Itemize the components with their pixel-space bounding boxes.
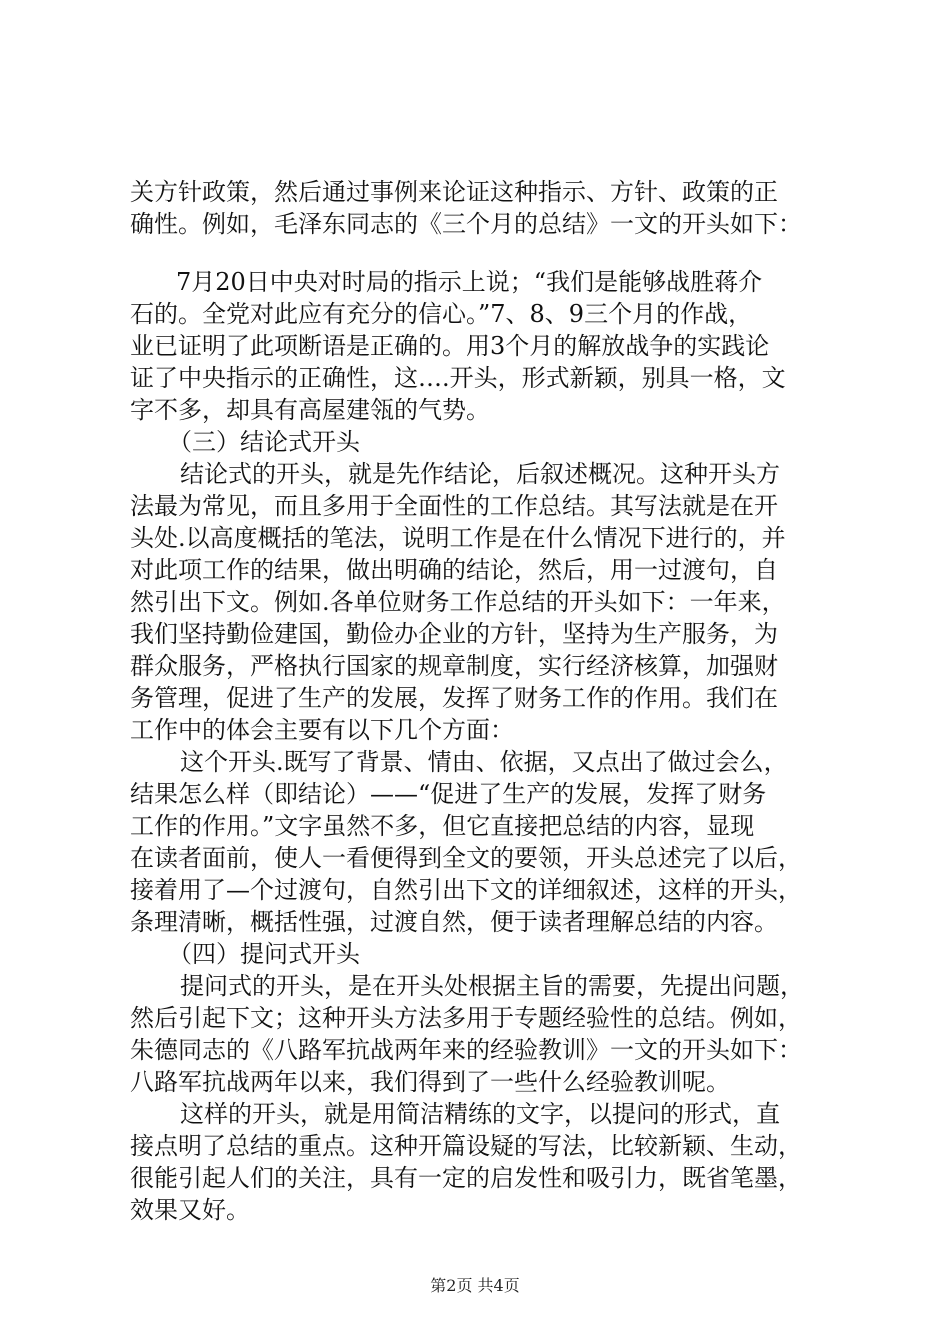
text-line: 结果怎么样（即结论）——“促进了生产的发展，发挥了财务 bbox=[130, 780, 767, 808]
text-line: 法最为常见，而且多用于全面性的工作总结。其写法就是在开 bbox=[130, 492, 778, 520]
text-line: 然引出下文。例如.各单位财务工作总结的开头如下：一年来， bbox=[130, 588, 786, 616]
text-line: 工作的作用。”文字虽然不多，但它直接把总结的内容，显现 bbox=[130, 812, 755, 840]
section-heading: （三）结论式开头 bbox=[156, 428, 360, 456]
text-line: 条理清晰，概括性强，过渡自然，便于读者理解总结的内容。 bbox=[130, 908, 778, 936]
text-line: 业已证明了此项断语是正确的。用3个月的解放战争的实践论 bbox=[130, 332, 770, 360]
text-line: 结论式的开头，就是先作结论，后叙述概况。这种开头方 bbox=[156, 460, 780, 488]
text-line: 群众服务，严格执行国家的规章制度，实行经济核算，加强财 bbox=[130, 652, 778, 680]
text-line: 对此项工作的结果，做出明确的结论，然后，用一过渡句，自 bbox=[130, 556, 778, 584]
text-line: 效果又好。 bbox=[130, 1196, 250, 1224]
section-heading: （四）提问式开头 bbox=[156, 940, 360, 968]
text-line: 7月20日中央对时局的指示上说；“我们是能够战胜蒋介 bbox=[152, 268, 763, 296]
text-line: 关方针政策，然后通过事例来论证这种指示、方针、政策的正 bbox=[130, 178, 778, 206]
text-line: 这样的开头，就是用简洁精练的文字，以提问的形式，直 bbox=[156, 1100, 780, 1128]
page-number-footer: 第2页 共4页 bbox=[430, 1276, 520, 1295]
text-line: 证了中央指示的正确性，这….开头，形式新颖，别具一格，文 bbox=[130, 364, 786, 392]
text-line: 工作中的体会主要有以下几个方面： bbox=[130, 716, 514, 744]
text-line: 接着用了—个过渡句，自然引出下文的详细叙述，这样的开头， bbox=[130, 876, 802, 904]
text-line: 然后引起下文；这种开头方法多用于专题经验性的总结。例如， bbox=[130, 1004, 802, 1032]
text-line: 我们坚持勤俭建国，勤俭办企业的方针，坚持为生产服务，为 bbox=[130, 620, 778, 648]
text-line: 务管理，促进了生产的发展，发挥了财务工作的作用。我们在 bbox=[130, 684, 778, 712]
text-line: 字不多，却具有高屋建瓴的气势。 bbox=[130, 396, 490, 424]
text-line: 很能引起人们的关注，具有一定的启发性和吸引力，既省笔墨， bbox=[130, 1164, 802, 1192]
text-line: 头处.以高度概括的笔法，说明工作是在什么情况下进行的，并 bbox=[130, 524, 786, 552]
text-line: 八路军抗战两年以来，我们得到了一些什么经验教训呢。 bbox=[130, 1068, 730, 1096]
text-line: 接点明了总结的重点。这种开篇设疑的写法，比较新颖、生动， bbox=[130, 1132, 802, 1160]
text-line: 提问式的开头，是在开头处根据主旨的需要，先提出问题， bbox=[156, 972, 804, 1000]
text-line: 石的。全党对此应有充分的信心。”7、8、9三个月的作战， bbox=[130, 300, 753, 328]
text-line: 朱德同志的《八路军抗战两年来的经验教训》一文的开头如下： bbox=[130, 1036, 802, 1064]
text-line: 确性。例如，毛泽东同志的《三个月的总结》一文的开头如下： bbox=[130, 210, 802, 238]
text-line: 在读者面前，使人一看便得到全文的要领，开头总述完了以后， bbox=[130, 844, 802, 872]
text-line: 这个开头.既写了背景、情由、依据，又点出了做过会么， bbox=[156, 748, 788, 776]
